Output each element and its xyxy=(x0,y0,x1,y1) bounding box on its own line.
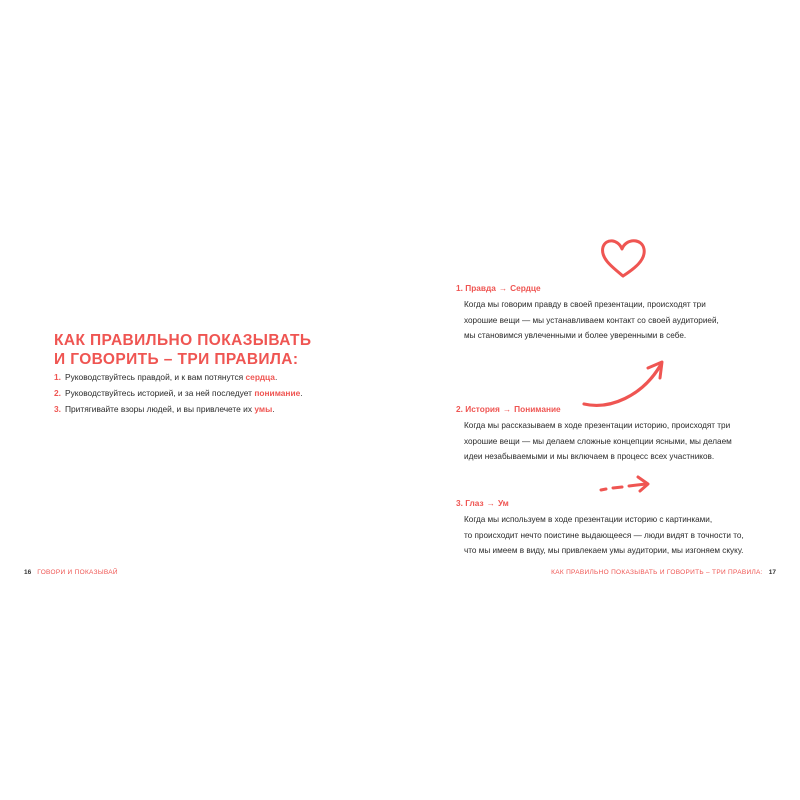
rule-end: . xyxy=(274,372,278,382)
body-line: что мы имеем в виду, мы привлекаем умы аудитории, мы изгоняем скуку. xyxy=(464,546,744,555)
body-line: хорошие вещи — мы делаем сложные концепции ясными, мы делаем xyxy=(464,436,732,446)
rule-highlight: сердца xyxy=(245,372,275,382)
rule-text: Руководствуйтесь историей, и за ней последует xyxy=(65,388,255,398)
body-line: мы становимся увлеченными и более уверенными в себе. xyxy=(464,331,687,340)
section-heading xyxy=(456,283,786,294)
rule-number: 3. xyxy=(54,404,61,414)
arrow-right-icon: → xyxy=(498,283,508,293)
arrow-right-icon: → xyxy=(486,498,495,508)
section-body xyxy=(464,297,786,344)
rule-number: 1. xyxy=(54,372,61,382)
section-body xyxy=(464,418,786,465)
rule-item-1 xyxy=(54,369,354,385)
rule-item-2 xyxy=(54,385,354,401)
section-eye-mind xyxy=(456,498,786,559)
footer-right xyxy=(551,569,776,577)
title-line-2: И ГОВОРИТЬ – ТРИ ПРАВИЛА: xyxy=(54,351,299,368)
rule-end: . xyxy=(272,404,275,414)
body-line: то происходит нечто поистине выдающееся — люди видят в точности то, xyxy=(464,530,744,540)
body-line: Когда мы рассказываем в ходе презентации историю, происходят три xyxy=(464,421,731,430)
rules-list xyxy=(54,369,354,417)
section-heading xyxy=(456,498,786,509)
rule-number: 2. xyxy=(54,388,61,398)
arrow-right-icon: → xyxy=(502,404,512,414)
section-to: Сердце xyxy=(510,283,541,293)
section-body xyxy=(464,512,786,559)
dashed-arrow-icon xyxy=(598,474,654,496)
rule-highlight: умы xyxy=(254,404,273,414)
section-number: 3. xyxy=(456,498,463,508)
section-from: Глаз xyxy=(465,498,484,508)
section-number: 1. xyxy=(456,283,463,293)
page-title xyxy=(54,331,354,369)
page-number: 17 xyxy=(768,569,776,576)
section-to: Ум xyxy=(497,498,509,508)
body-line: Когда мы говорим правду в своей презентации, происходят три xyxy=(464,300,706,309)
title-line-1: КАК ПРАВИЛЬНО ПОКАЗЫВАТЬ xyxy=(54,332,312,349)
footer-left xyxy=(24,569,118,577)
heart-icon xyxy=(598,236,650,280)
running-title: КАК ПРАВИЛЬНО ПОКАЗЫВАТЬ И ГОВОРИТЬ – ТРИ ПРАВИЛА: xyxy=(551,569,763,576)
section-story-understanding xyxy=(456,404,786,465)
body-line: хорошие вещи — мы устанавливаем контакт со своей аудиторией, xyxy=(464,315,719,325)
section-to: Понимание xyxy=(514,404,561,414)
running-title: ГОВОРИ И ПОКАЗЫВАЙ xyxy=(37,569,118,576)
section-from: История xyxy=(465,404,500,414)
rule-end: . xyxy=(300,388,303,398)
rule-item-3 xyxy=(54,401,354,417)
page-number: 16 xyxy=(24,569,32,576)
body-line: Когда мы используем в ходе презентации историю с картинками, xyxy=(464,515,713,524)
body-line: идеи незабываемыми и мы включаем в процесс всех участников. xyxy=(464,452,715,461)
rule-text: Руководствуйтесь правдой, и к вам потянутся xyxy=(65,372,246,382)
section-heading xyxy=(456,404,786,415)
rule-highlight: понимание xyxy=(254,388,301,398)
rule-text: Притягивайте взоры людей, и вы привлечете их xyxy=(65,404,255,414)
section-from: Правда xyxy=(465,283,496,293)
section-number: 2. xyxy=(456,404,463,414)
section-truth-heart xyxy=(456,283,786,344)
